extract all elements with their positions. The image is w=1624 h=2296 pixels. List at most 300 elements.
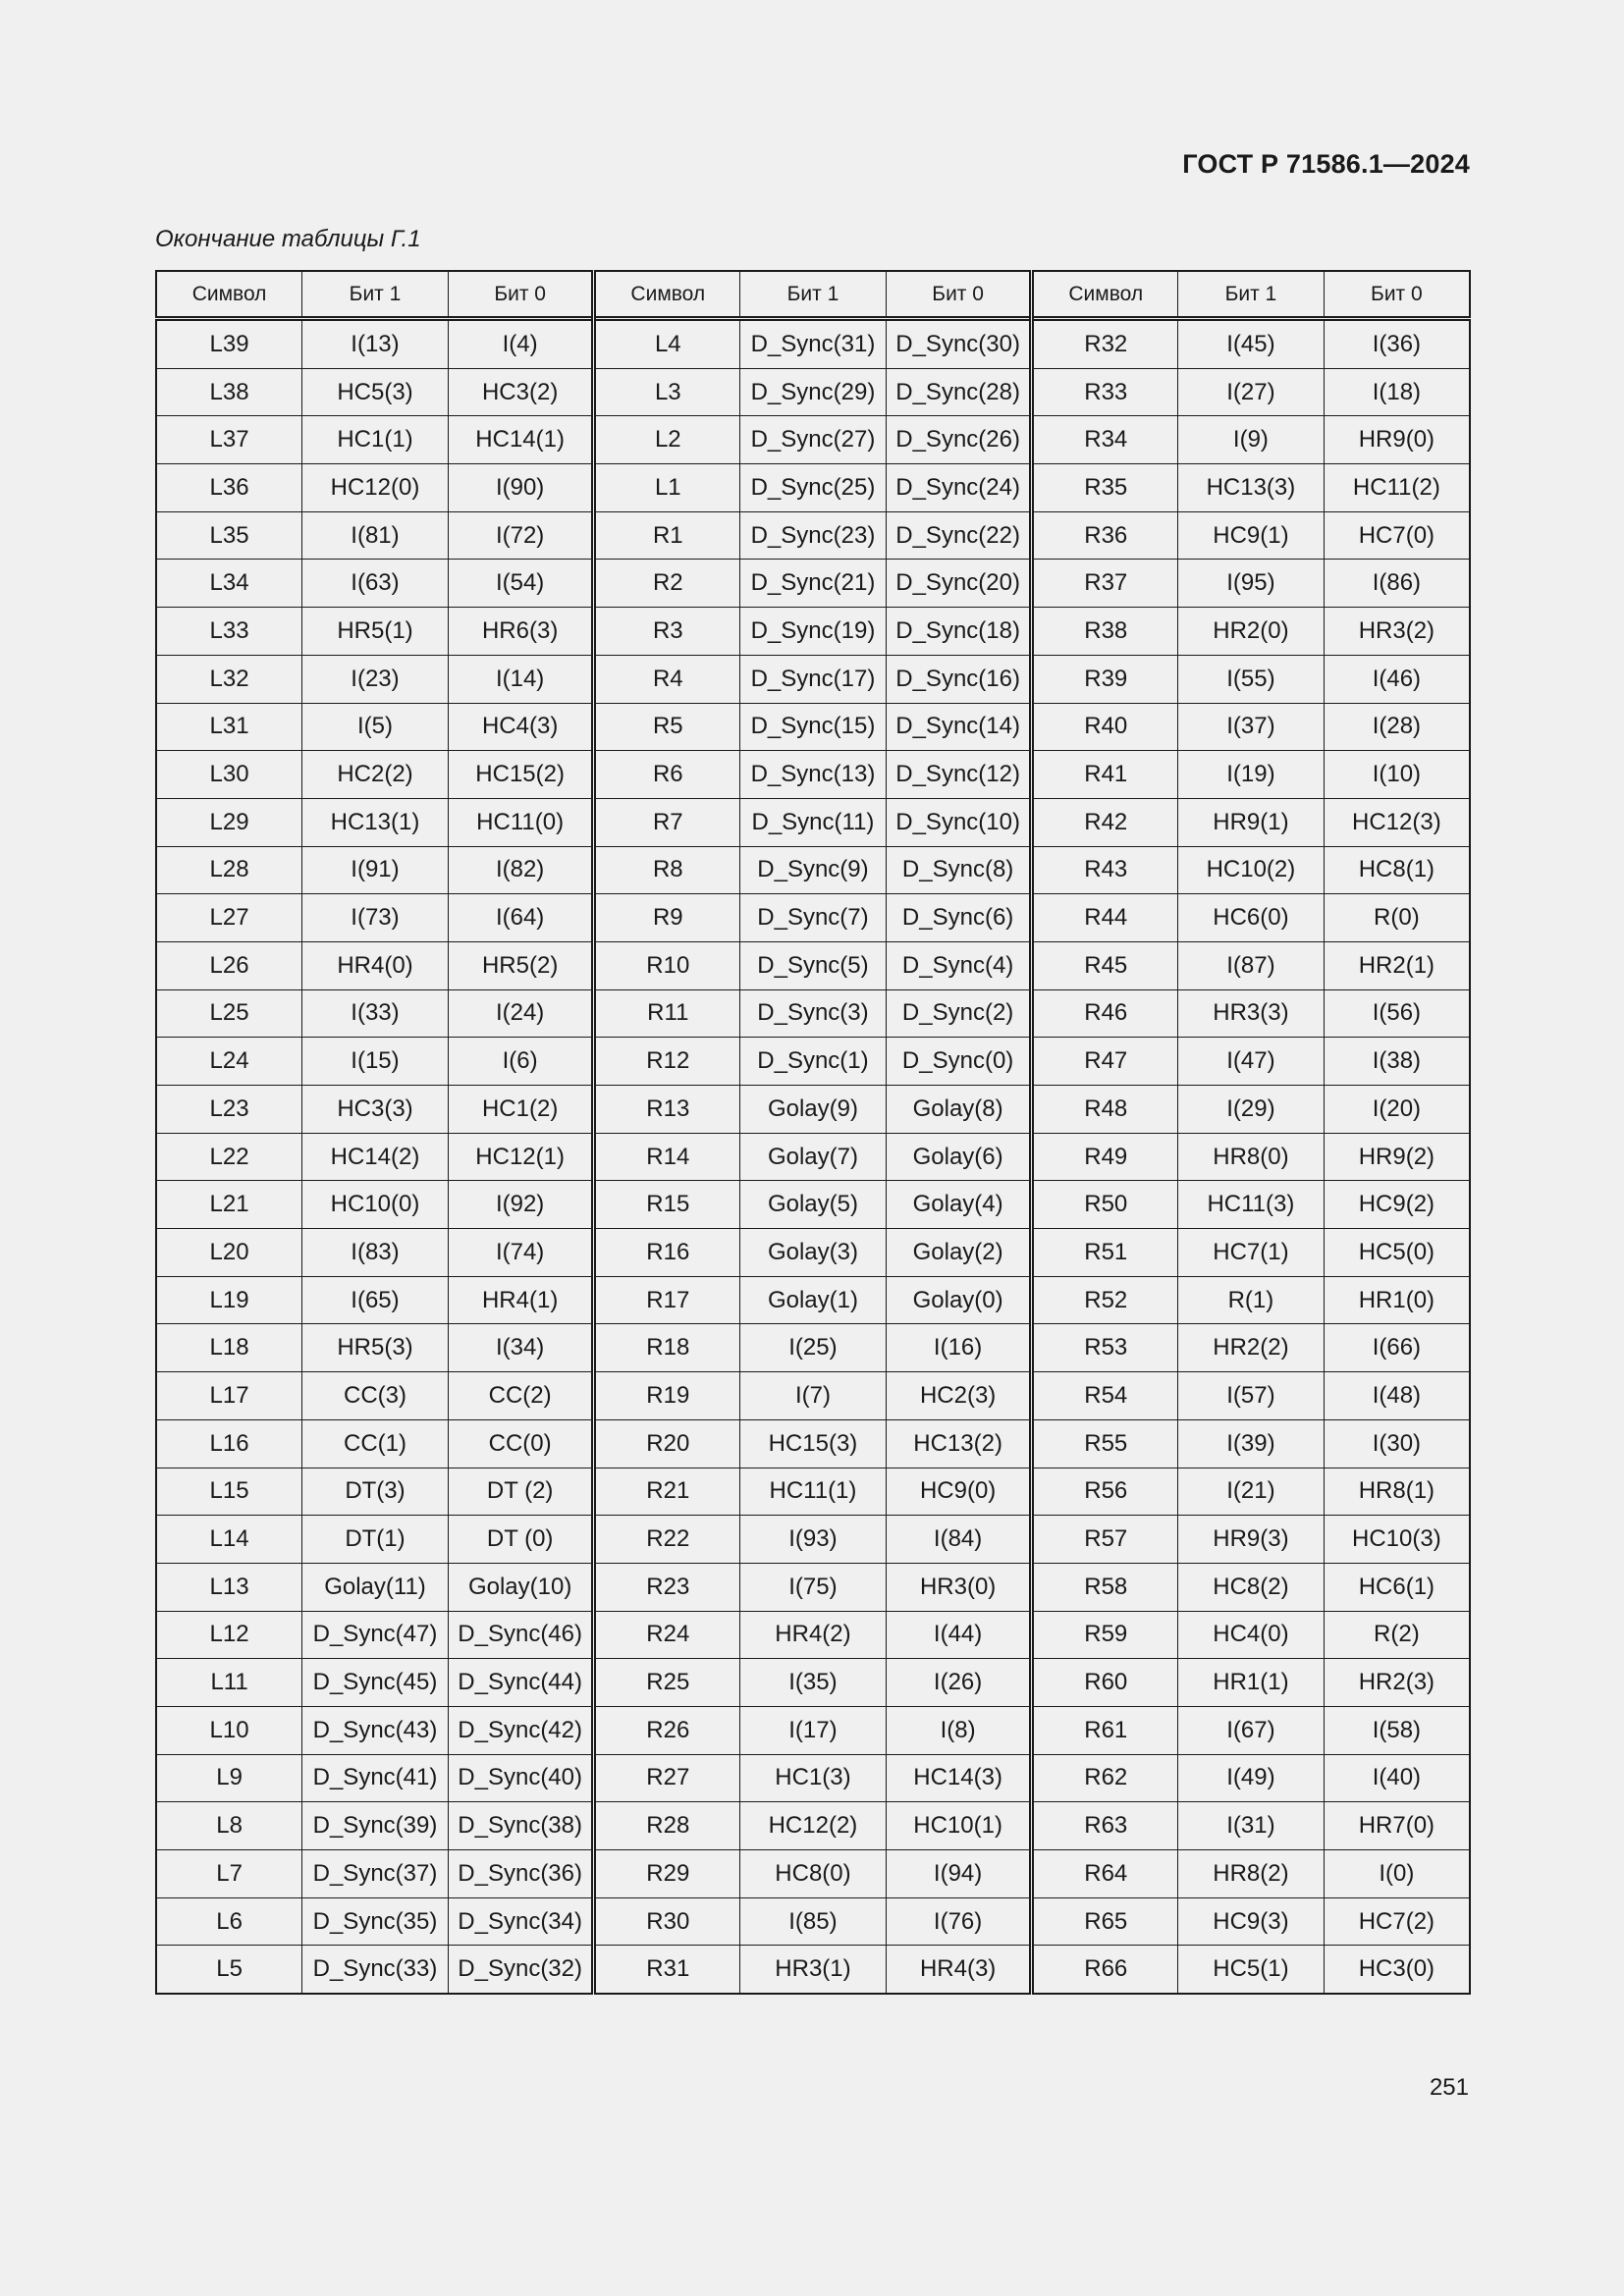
table-cell: R50 <box>1032 1181 1178 1229</box>
table-cell: R12 <box>594 1038 740 1086</box>
table-cell: D_Sync(24) <box>886 464 1032 512</box>
table-cell: L2 <box>594 416 740 464</box>
table-cell: Golay(10) <box>448 1563 594 1611</box>
table-cell: R49 <box>1032 1133 1178 1181</box>
table-cell: R62 <box>1032 1754 1178 1802</box>
table-cell: HR9(0) <box>1324 416 1470 464</box>
table-row <box>156 846 1470 894</box>
table-cell: L30 <box>156 751 302 799</box>
table-cell: R61 <box>1032 1706 1178 1754</box>
table-cell: R54 <box>1032 1372 1178 1420</box>
table-row <box>156 1563 1470 1611</box>
table-cell: L26 <box>156 941 302 989</box>
table-cell: I(75) <box>740 1563 887 1611</box>
table-row <box>156 1419 1470 1468</box>
table-cell: HR2(1) <box>1324 941 1470 989</box>
table-cell: R37 <box>1032 560 1178 608</box>
table-cell: I(94) <box>886 1850 1032 1898</box>
table-cell: L38 <box>156 368 302 416</box>
table-cell: HC7(1) <box>1178 1229 1325 1277</box>
table-cell: R25 <box>594 1659 740 1707</box>
table-cell: I(15) <box>302 1038 449 1086</box>
table-cell: I(64) <box>448 894 594 942</box>
table-cell: D_Sync(10) <box>886 798 1032 846</box>
table-cell: R53 <box>1032 1324 1178 1372</box>
table-cell: I(76) <box>886 1897 1032 1946</box>
table-cell: R21 <box>594 1468 740 1516</box>
table-row <box>156 1706 1470 1754</box>
page-number: 251 <box>1429 2074 1469 2101</box>
table-cell: DT(3) <box>302 1468 449 1516</box>
table-cell: D_Sync(23) <box>740 511 887 560</box>
table-cell: HC14(3) <box>886 1754 1032 1802</box>
table-cell: Golay(1) <box>740 1276 887 1324</box>
column-header: Символ <box>156 271 302 319</box>
table-cell: D_Sync(47) <box>302 1611 449 1659</box>
table-cell: Golay(11) <box>302 1563 449 1611</box>
table-cell: I(55) <box>1178 655 1325 703</box>
symbol-bit-table <box>155 270 1471 1995</box>
table-cell: D_Sync(27) <box>740 416 887 464</box>
table-cell: R46 <box>1032 989 1178 1038</box>
table-cell: R(0) <box>1324 894 1470 942</box>
table-cell: I(45) <box>1178 319 1325 369</box>
table-row <box>156 1086 1470 1134</box>
table-cell: DT (2) <box>448 1468 594 1516</box>
table-cell: I(13) <box>302 319 449 369</box>
table-cell: I(4) <box>448 319 594 369</box>
table-cell: D_Sync(34) <box>448 1897 594 1946</box>
table-cell: I(36) <box>1324 319 1470 369</box>
table-caption: Окончание таблицы Г.1 <box>155 226 421 252</box>
table-cell: D_Sync(31) <box>740 319 887 369</box>
table-cell: I(19) <box>1178 751 1325 799</box>
table-cell: R40 <box>1032 703 1178 751</box>
table-cell: R16 <box>594 1229 740 1277</box>
table-cell: I(7) <box>740 1372 887 1420</box>
table-cell: D_Sync(12) <box>886 751 1032 799</box>
table-cell: L19 <box>156 1276 302 1324</box>
table-cell: HC2(2) <box>302 751 449 799</box>
table-cell: I(18) <box>1324 368 1470 416</box>
table-cell: L4 <box>594 319 740 369</box>
table-cell: HC14(1) <box>448 416 594 464</box>
table-cell: DT (0) <box>448 1516 594 1564</box>
table-cell: I(28) <box>1324 703 1470 751</box>
table-row <box>156 1038 1470 1086</box>
table-cell: D_Sync(14) <box>886 703 1032 751</box>
table-cell: I(58) <box>1324 1706 1470 1754</box>
table-cell: I(81) <box>302 511 449 560</box>
table-cell: R7 <box>594 798 740 846</box>
table-cell: R31 <box>594 1946 740 1994</box>
table-cell: HC9(1) <box>1178 511 1325 560</box>
table-cell: I(49) <box>1178 1754 1325 1802</box>
table-cell: R33 <box>1032 368 1178 416</box>
table-cell: D_Sync(7) <box>740 894 887 942</box>
table-cell: Golay(8) <box>886 1086 1032 1134</box>
table-cell: HC2(3) <box>886 1372 1032 1420</box>
table-cell: L1 <box>594 464 740 512</box>
table-cell: HC12(2) <box>740 1802 887 1850</box>
table-cell: HC15(2) <box>448 751 594 799</box>
table-cell: L21 <box>156 1181 302 1229</box>
table-cell: I(57) <box>1178 1372 1325 1420</box>
table-cell: D_Sync(21) <box>740 560 887 608</box>
table-cell: L24 <box>156 1038 302 1086</box>
table-cell: CC(1) <box>302 1419 449 1468</box>
table-cell: HC7(2) <box>1324 1897 1470 1946</box>
table-cell: L17 <box>156 1372 302 1420</box>
table-cell: D_Sync(28) <box>886 368 1032 416</box>
table-cell: HR9(2) <box>1324 1133 1470 1181</box>
table-cell: D_Sync(37) <box>302 1850 449 1898</box>
table-cell: HC11(1) <box>740 1468 887 1516</box>
table-cell: R45 <box>1032 941 1178 989</box>
table-cell: HR5(3) <box>302 1324 449 1372</box>
table-cell: L28 <box>156 846 302 894</box>
table-cell: I(35) <box>740 1659 887 1707</box>
table-cell: I(95) <box>1178 560 1325 608</box>
table-cell: D_Sync(42) <box>448 1706 594 1754</box>
table-cell: R19 <box>594 1372 740 1420</box>
table-cell: D_Sync(3) <box>740 989 887 1038</box>
table-cell: R59 <box>1032 1611 1178 1659</box>
table-cell: D_Sync(35) <box>302 1897 449 1946</box>
table-cell: HC1(1) <box>302 416 449 464</box>
table-cell: I(65) <box>302 1276 449 1324</box>
table-cell: I(17) <box>740 1706 887 1754</box>
table-row <box>156 751 1470 799</box>
table-cell: HC14(2) <box>302 1133 449 1181</box>
table-cell: R15 <box>594 1181 740 1229</box>
column-header: Бит 1 <box>1178 271 1325 319</box>
table-cell: L12 <box>156 1611 302 1659</box>
table-cell: R14 <box>594 1133 740 1181</box>
table-cell: Golay(7) <box>740 1133 887 1181</box>
table-cell: HC10(1) <box>886 1802 1032 1850</box>
table-cell: HC15(3) <box>740 1419 887 1468</box>
table-cell: I(63) <box>302 560 449 608</box>
table-cell: R6 <box>594 751 740 799</box>
table-cell: R(2) <box>1324 1611 1470 1659</box>
table-cell: I(74) <box>448 1229 594 1277</box>
document-standard-header: ГОСТ Р 71586.1—2024 <box>1182 149 1470 179</box>
table-cell: I(26) <box>886 1659 1032 1707</box>
table-cell: HR2(0) <box>1178 608 1325 656</box>
column-header: Символ <box>594 271 740 319</box>
table-cell: HC12(3) <box>1324 798 1470 846</box>
table-cell: D_Sync(40) <box>448 1754 594 1802</box>
table-cell: D_Sync(39) <box>302 1802 449 1850</box>
table-cell: HC5(1) <box>1178 1946 1325 1994</box>
table-cell: HC8(1) <box>1324 846 1470 894</box>
table-cell: L39 <box>156 319 302 369</box>
table-cell: I(48) <box>1324 1372 1470 1420</box>
table-cell: I(93) <box>740 1516 887 1564</box>
table-cell: L8 <box>156 1802 302 1850</box>
table-cell: L20 <box>156 1229 302 1277</box>
table-cell: D_Sync(11) <box>740 798 887 846</box>
table-cell: HR4(2) <box>740 1611 887 1659</box>
column-header: Бит 0 <box>448 271 594 319</box>
table-cell: HR4(1) <box>448 1276 594 1324</box>
table-cell: I(31) <box>1178 1802 1325 1850</box>
table-cell: R9 <box>594 894 740 942</box>
table-row <box>156 989 1470 1038</box>
table-cell: R13 <box>594 1086 740 1134</box>
table-cell: HC11(3) <box>1178 1181 1325 1229</box>
table-row <box>156 1468 1470 1516</box>
table-cell: D_Sync(46) <box>448 1611 594 1659</box>
table-cell: R58 <box>1032 1563 1178 1611</box>
table-cell: D_Sync(5) <box>740 941 887 989</box>
table-row <box>156 1372 1470 1420</box>
table-cell: R36 <box>1032 511 1178 560</box>
table-cell: R1 <box>594 511 740 560</box>
table-cell: HR6(3) <box>448 608 594 656</box>
table-cell: D_Sync(29) <box>740 368 887 416</box>
table-row <box>156 608 1470 656</box>
table-row <box>156 1802 1470 1850</box>
table-body <box>156 319 1470 1995</box>
table-cell: I(92) <box>448 1181 594 1229</box>
table-cell: L7 <box>156 1850 302 1898</box>
table-cell: I(73) <box>302 894 449 942</box>
column-header: Бит 0 <box>1324 271 1470 319</box>
table-cell: HC13(2) <box>886 1419 1032 1468</box>
table-cell: D_Sync(30) <box>886 319 1032 369</box>
table-cell: HC3(0) <box>1324 1946 1470 1994</box>
table-cell: I(5) <box>302 703 449 751</box>
table-cell: I(21) <box>1178 1468 1325 1516</box>
table-cell: I(87) <box>1178 941 1325 989</box>
table-cell: I(46) <box>1324 655 1470 703</box>
table-cell: L29 <box>156 798 302 846</box>
table-cell: I(39) <box>1178 1419 1325 1468</box>
table-cell: R10 <box>594 941 740 989</box>
table-cell: HR7(0) <box>1324 1802 1470 1850</box>
table-row <box>156 894 1470 942</box>
table-cell: HC13(3) <box>1178 464 1325 512</box>
table-cell: L36 <box>156 464 302 512</box>
table-cell: D_Sync(9) <box>740 846 887 894</box>
table-cell: I(29) <box>1178 1086 1325 1134</box>
table-cell: L5 <box>156 1946 302 1994</box>
table-cell: I(86) <box>1324 560 1470 608</box>
table-row <box>156 1946 1470 1994</box>
table-cell: HC9(3) <box>1178 1897 1325 1946</box>
table-row <box>156 511 1470 560</box>
table-cell: I(9) <box>1178 416 1325 464</box>
table-cell: R65 <box>1032 1897 1178 1946</box>
table-cell: HC12(1) <box>448 1133 594 1181</box>
table-cell: HR5(2) <box>448 941 594 989</box>
table-cell: HC3(3) <box>302 1086 449 1134</box>
table-cell: HR1(1) <box>1178 1659 1325 1707</box>
table-cell: Golay(4) <box>886 1181 1032 1229</box>
table-cell: L10 <box>156 1706 302 1754</box>
table-cell: HC3(2) <box>448 368 594 416</box>
table-row <box>156 798 1470 846</box>
table-cell: HC9(2) <box>1324 1181 1470 1229</box>
table-cell: L33 <box>156 608 302 656</box>
table-cell: I(67) <box>1178 1706 1325 1754</box>
table-cell: R4 <box>594 655 740 703</box>
table-cell: L18 <box>156 1324 302 1372</box>
table-cell: HR9(3) <box>1178 1516 1325 1564</box>
table-cell: HR2(2) <box>1178 1324 1325 1372</box>
table-cell: L31 <box>156 703 302 751</box>
table-cell: R26 <box>594 1706 740 1754</box>
table-cell: HC11(0) <box>448 798 594 846</box>
table-cell: L11 <box>156 1659 302 1707</box>
table-cell: R64 <box>1032 1850 1178 1898</box>
table-cell: HC9(0) <box>886 1468 1032 1516</box>
table-cell: L22 <box>156 1133 302 1181</box>
table-cell: D_Sync(41) <box>302 1754 449 1802</box>
table-cell: HC5(0) <box>1324 1229 1470 1277</box>
table-cell: R66 <box>1032 1946 1178 1994</box>
table-cell: R17 <box>594 1276 740 1324</box>
table-cell: Golay(3) <box>740 1229 887 1277</box>
table-cell: I(66) <box>1324 1324 1470 1372</box>
table-row <box>156 560 1470 608</box>
table-cell: R22 <box>594 1516 740 1564</box>
table-cell: R43 <box>1032 846 1178 894</box>
table-cell: HC13(1) <box>302 798 449 846</box>
table-cell: L27 <box>156 894 302 942</box>
table-cell: HC10(2) <box>1178 846 1325 894</box>
table-row <box>156 1516 1470 1564</box>
table-cell: L3 <box>594 368 740 416</box>
table-cell: L32 <box>156 655 302 703</box>
table-cell: HR3(0) <box>886 1563 1032 1611</box>
table-cell: I(85) <box>740 1897 887 1946</box>
table-cell: R11 <box>594 989 740 1038</box>
table-cell: L23 <box>156 1086 302 1134</box>
table-cell: Golay(9) <box>740 1086 887 1134</box>
table-cell: HR4(0) <box>302 941 449 989</box>
table-row <box>156 655 1470 703</box>
table-cell: I(38) <box>1324 1038 1470 1086</box>
table-cell: HC7(0) <box>1324 511 1470 560</box>
table-cell: R23 <box>594 1563 740 1611</box>
table-cell: I(37) <box>1178 703 1325 751</box>
table-cell: R32 <box>1032 319 1178 369</box>
table-cell: I(25) <box>740 1324 887 1372</box>
table-cell: I(16) <box>886 1324 1032 1372</box>
table-cell: R63 <box>1032 1802 1178 1850</box>
table-cell: R44 <box>1032 894 1178 942</box>
column-header: Бит 1 <box>740 271 887 319</box>
table-cell: HC8(0) <box>740 1850 887 1898</box>
table-cell: R34 <box>1032 416 1178 464</box>
table-row <box>156 319 1470 369</box>
table-cell: R(1) <box>1178 1276 1325 1324</box>
table-cell: R41 <box>1032 751 1178 799</box>
table-cell: CC(3) <box>302 1372 449 1420</box>
table-cell: D_Sync(45) <box>302 1659 449 1707</box>
column-header: Бит 0 <box>886 271 1032 319</box>
table-cell: R42 <box>1032 798 1178 846</box>
table-cell: Golay(5) <box>740 1181 887 1229</box>
table-cell: I(91) <box>302 846 449 894</box>
table-cell: HC6(1) <box>1324 1563 1470 1611</box>
table-row <box>156 1181 1470 1229</box>
table-cell: D_Sync(2) <box>886 989 1032 1038</box>
table-cell: D_Sync(13) <box>740 751 887 799</box>
table-cell: HR2(3) <box>1324 1659 1470 1707</box>
table-cell: R3 <box>594 608 740 656</box>
table-cell: HC8(2) <box>1178 1563 1325 1611</box>
table-cell: I(30) <box>1324 1419 1470 1468</box>
table-row <box>156 1229 1470 1277</box>
table-cell: D_Sync(16) <box>886 655 1032 703</box>
table-cell: R52 <box>1032 1276 1178 1324</box>
table-row <box>156 368 1470 416</box>
table-cell: HC10(3) <box>1324 1516 1470 1564</box>
table-cell: I(24) <box>448 989 594 1038</box>
table-cell: R55 <box>1032 1419 1178 1468</box>
table-cell: HR8(0) <box>1178 1133 1325 1181</box>
table-cell: I(20) <box>1324 1086 1470 1134</box>
table-header <box>156 271 1470 319</box>
table-row <box>156 416 1470 464</box>
table-cell: HR3(3) <box>1178 989 1325 1038</box>
table-row <box>156 1276 1470 1324</box>
table-cell: Golay(2) <box>886 1229 1032 1277</box>
table-cell: D_Sync(20) <box>886 560 1032 608</box>
table-cell: I(84) <box>886 1516 1032 1564</box>
table-cell: HC10(0) <box>302 1181 449 1229</box>
table-row <box>156 1133 1470 1181</box>
table-cell: HR8(1) <box>1324 1468 1470 1516</box>
table-cell: R20 <box>594 1419 740 1468</box>
table-cell: R24 <box>594 1611 740 1659</box>
table-cell: Golay(6) <box>886 1133 1032 1181</box>
table-cell: L16 <box>156 1419 302 1468</box>
table-cell: HC12(0) <box>302 464 449 512</box>
table-cell: HC1(2) <box>448 1086 594 1134</box>
table-cell: I(44) <box>886 1611 1032 1659</box>
column-header: Символ <box>1032 271 1178 319</box>
table-row <box>156 1611 1470 1659</box>
table-cell: L6 <box>156 1897 302 1946</box>
table-cell: D_Sync(38) <box>448 1802 594 1850</box>
table-cell: D_Sync(15) <box>740 703 887 751</box>
table-row <box>156 1754 1470 1802</box>
table-cell: R47 <box>1032 1038 1178 1086</box>
table-cell: HC4(0) <box>1178 1611 1325 1659</box>
table-row <box>156 1897 1470 1946</box>
table-cell: L34 <box>156 560 302 608</box>
table-cell: D_Sync(1) <box>740 1038 887 1086</box>
table-cell: D_Sync(22) <box>886 511 1032 560</box>
table-cell: D_Sync(8) <box>886 846 1032 894</box>
table-cell: I(14) <box>448 655 594 703</box>
table-cell: HR9(1) <box>1178 798 1325 846</box>
table-cell: I(47) <box>1178 1038 1325 1086</box>
table-row <box>156 1659 1470 1707</box>
table-cell: R51 <box>1032 1229 1178 1277</box>
table-cell: I(27) <box>1178 368 1325 416</box>
table-cell: I(8) <box>886 1706 1032 1754</box>
table-row <box>156 941 1470 989</box>
table-cell: I(33) <box>302 989 449 1038</box>
table-cell: R39 <box>1032 655 1178 703</box>
table-cell: L37 <box>156 416 302 464</box>
